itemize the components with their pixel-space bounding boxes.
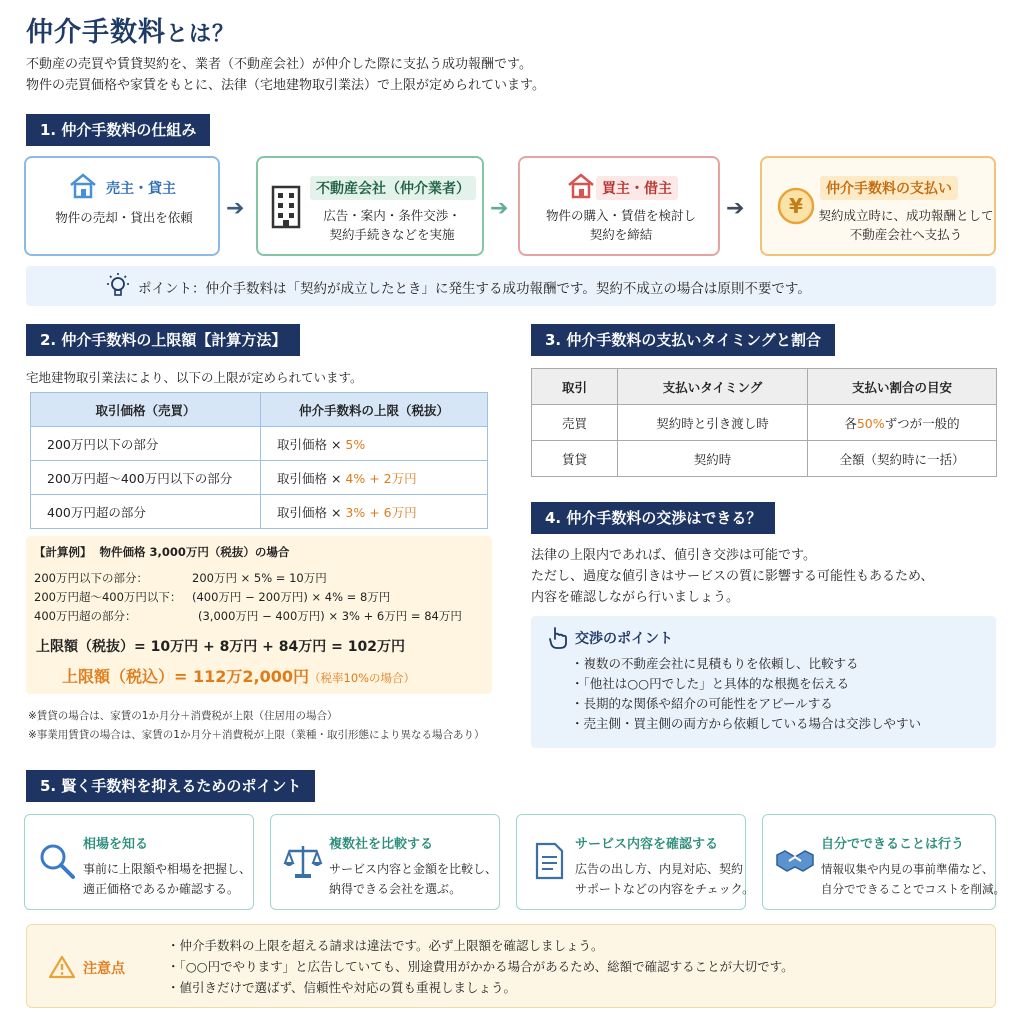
- svg-text:¥: ¥: [789, 194, 803, 218]
- card-desc: サービス内容と金額を比較し、 納得できる会社を選ぶ。: [329, 862, 498, 896]
- section2-heading: 2. 仲介手数料の上限額【計算方法】: [26, 324, 300, 356]
- hand-pointing-icon: [547, 626, 569, 650]
- calc-line-value: (400万円 − 200万円) × 4% = 8万円: [192, 590, 391, 604]
- caution-box: [26, 924, 996, 1008]
- list-item: ・ 長期的な関係や紹介の可能性をアピールする: [571, 694, 921, 714]
- tip-card: [24, 814, 254, 910]
- calc-total-tax: 上限額（税込）= 112万2,000円（税率10%の場合）: [62, 667, 416, 686]
- calc-line-key: 200万円以下の部分：: [34, 571, 148, 585]
- fee-limit-table: [30, 392, 488, 529]
- list-item: ・ 売主側・買主側の両方から依頼している場合は交渉しやすい: [571, 714, 921, 734]
- list-item: ・ 複数の不動産会社に見積もりを依頼し、比較する: [571, 654, 921, 674]
- section5-heading: 5. 賢く手数料を抑えるためのポイント: [26, 770, 315, 802]
- intro-line: 物件の売買価格や家賃をもとに、法律（宅地建物取引業法）で上限が定められています。: [26, 78, 545, 93]
- list-item: ・ 値引きだけで選ばず、信頼性や対応の質も重視しましょう。: [167, 977, 794, 998]
- flow-box-agency: [256, 156, 484, 256]
- table-row: [532, 441, 997, 477]
- flow-title: 買主・借主: [596, 176, 678, 200]
- calc-line-key: 200万円超～400万円以下：: [34, 590, 182, 604]
- flow-box-payment: [760, 156, 996, 256]
- building-icon: [270, 184, 302, 230]
- table-header: 取引価格（売買）: [31, 393, 261, 427]
- card-title: サービス内容を確認する: [575, 837, 719, 852]
- handshake-icon: [775, 841, 815, 881]
- tip-card: [270, 814, 500, 910]
- calc-label: 【計算例】 物件価格 3,000万円（税抜）の場合: [34, 545, 290, 559]
- negotiation-points-box: [531, 616, 996, 748]
- table-cell: 契約時: [618, 441, 808, 477]
- intro-text: [26, 54, 545, 96]
- calc-total: 上限額（税抜）= 10万円 + 8万円 + 84万円 = 102万円: [36, 639, 405, 655]
- section2-lead: 宅地建物取引業法により、以下の上限が定められています。: [26, 370, 363, 385]
- warning-icon: [49, 955, 75, 979]
- payment-timing-table: [531, 368, 997, 477]
- card-title: 複数社を比較する: [329, 837, 434, 852]
- list-item: ・ 仲介手数料の上限を超える請求は違法です。必ず上限額を確認しましょう。: [167, 935, 794, 956]
- list-item: ・ 「他社は○○円でした」と具体的な根拠を伝える: [571, 674, 921, 694]
- card-desc: 事前に上限額や相場を把握し、 適正価格であるか確認する。: [83, 862, 252, 896]
- section1-heading: 1. 仲介手数料の仕組み: [26, 114, 210, 146]
- table-cell: 取引価格 × 4% + 2万円: [261, 461, 488, 495]
- arrow-right-icon: ➔: [726, 196, 745, 221]
- table-header: 支払い割合の目安: [808, 369, 997, 405]
- table-cell: 売買: [532, 405, 618, 441]
- intro-line: 不動産の売買や賃貸契約を、業者（不動産会社）が仲介した際に支払う成功報酬です。: [26, 57, 532, 72]
- table-row: [31, 461, 488, 495]
- flow-title: 仲介手数料の支払い: [820, 176, 958, 200]
- document-icon: [529, 841, 569, 881]
- scale-icon: [283, 841, 323, 881]
- flow-title: 不動産会社（仲介業者）: [310, 176, 476, 200]
- yen-coin-icon: [776, 186, 816, 226]
- section4-heading: 4. 仲介手数料の交渉はできる？: [531, 502, 775, 534]
- flow-desc: 広告・案内・条件交渉・ 契約手続きなどを実施: [323, 208, 461, 242]
- tip-card: [762, 814, 1005, 910]
- table-row: [31, 427, 488, 461]
- arrow-right-icon: ➔: [226, 196, 245, 221]
- card-title: 自分でできることは行う: [821, 837, 965, 852]
- table-header: 取引: [532, 369, 618, 405]
- footnote: ※賃貸の場合は、家賃の1か月分＋消費税が上限（住居用の場合）: [28, 710, 338, 722]
- table-cell: 200万円以下の部分: [31, 427, 261, 461]
- point-bar: [26, 266, 996, 306]
- card-desc: 広告の出し方、内見対応、契約 サポートなどの内容をチェック。: [575, 862, 755, 896]
- negotiation-title: 交渉のポイント: [575, 631, 673, 647]
- table-row: [31, 495, 488, 529]
- card-desc: 情報収集や内見の事前準備など、 自分でできることでコストを削減。: [821, 862, 1005, 896]
- flow-desc: 物件の購入・賃借を検討し 契約を締結: [545, 208, 696, 242]
- arrow-right-icon: ➔: [490, 196, 509, 221]
- tip-card: [516, 814, 755, 910]
- flow-box-seller: [24, 156, 220, 256]
- calc-line-key: 400万円超の部分：: [34, 609, 137, 623]
- table-cell: 400万円超の部分: [31, 495, 261, 529]
- magnifier-icon: [37, 841, 77, 881]
- calc-line-value: (3,000万円 − 400万円) × 3% + 6万円 = 84万円: [198, 609, 462, 623]
- table-cell: 取引価格 × 5%: [261, 427, 488, 461]
- table-row: [532, 405, 997, 441]
- lightbulb-icon: [104, 272, 132, 300]
- flow-desc: 物件の売却・貸出を依頼: [55, 210, 193, 225]
- flow-title: 売主・貸主: [106, 181, 176, 197]
- table-cell: 各50%ずつが一般的: [808, 405, 997, 441]
- table-cell: 200万円超～400万円以下の部分: [31, 461, 261, 495]
- table-header: 仲介手数料の上限（税抜）: [261, 393, 488, 427]
- point-text: ポイント：仲介手数料は「契約が成立したとき」に発生する成功報酬です。契約不成立の場合は原則不要です。: [138, 281, 811, 297]
- list-item: ・ 「○○円でやります」と広告していても、別途費用がかかる場合があるため、総額で確認することが大切です。: [167, 956, 794, 977]
- table-cell: 賃貸: [532, 441, 618, 477]
- calc-line-value: 200万円 × 5% = 10万円: [192, 571, 327, 585]
- house-icon: [566, 172, 596, 200]
- table-cell: 全額（契約時に一括）: [808, 441, 997, 477]
- section3-heading: 3. 仲介手数料の支払いタイミングと割合: [531, 324, 835, 356]
- house-icon: [68, 172, 98, 200]
- calc-example-box: [26, 536, 492, 694]
- table-header: 支払いタイミング: [618, 369, 808, 405]
- caution-label: 注意点: [83, 961, 125, 977]
- table-cell: 取引価格 × 3% + 6万円: [261, 495, 488, 529]
- section4-text: 法律の上限内であれば、値引き交渉は可能です。 ただし、過度な値引きはサービスの質に影響する可能性もあるため、 内容を確認しながら行いましょう。: [531, 548, 934, 605]
- table-cell: 契約時と引き渡し時: [618, 405, 808, 441]
- flow-box-buyer: [518, 156, 720, 256]
- flow-desc: 契約成立時に、成功報酬として 不動産会社へ支払う: [818, 208, 994, 242]
- card-title: 相場を知る: [83, 837, 149, 852]
- page-title: 仲介手数料とは？: [26, 17, 236, 48]
- footnote: ※事業用賃貸の場合は、家賃の1か月分＋消費税が上限（業種・取引形態により異なる場合あり）: [28, 729, 485, 741]
